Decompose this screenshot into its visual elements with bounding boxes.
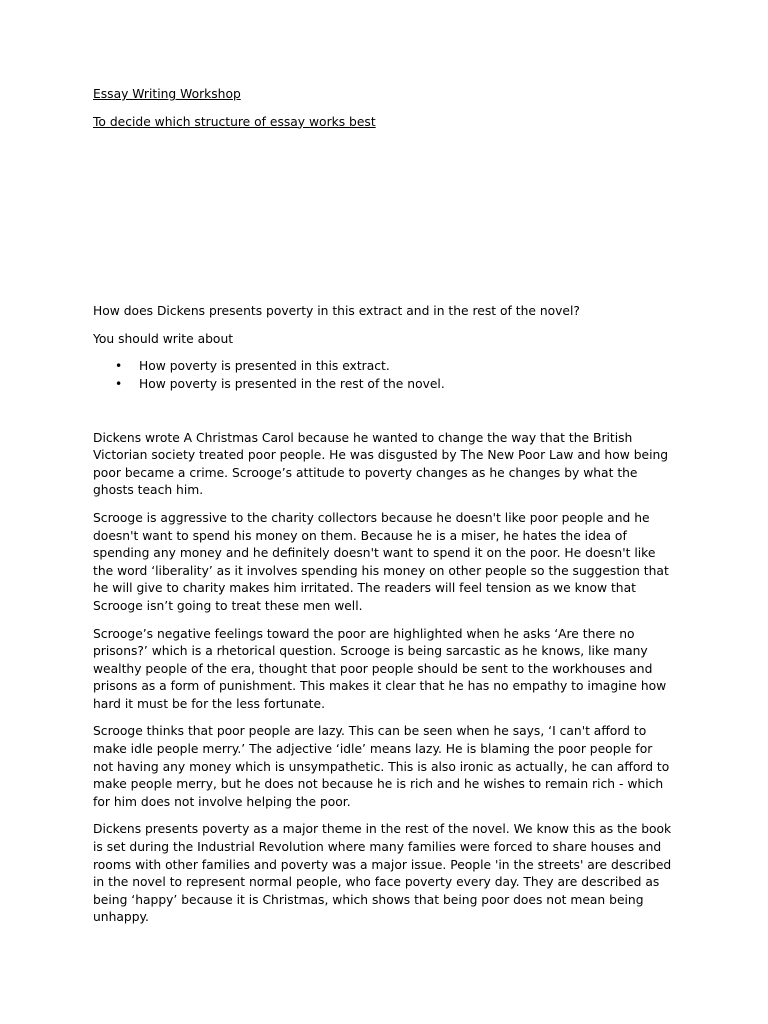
bullet-icon: • xyxy=(115,359,123,374)
task-text-1: How poverty is presented in this extract. xyxy=(139,359,390,374)
task-item-1 xyxy=(93,358,675,376)
blank-space xyxy=(93,131,675,303)
task-list xyxy=(93,358,675,393)
paragraph-gap xyxy=(93,394,675,430)
essay-question: How does Dickens presents poverty in this extract and in the rest of the novel? xyxy=(93,304,580,319)
bullet-icon: • xyxy=(115,376,123,391)
objective-line: To decide which structure of essay works best xyxy=(93,114,376,129)
essay-paragraph-1: Dickens wrote A Christmas Carol because he wanted to change the way that the British Victorian society treated poor people. He was disgusted by The New Poor Law and how being poor became a crime. Scrooge’s attitude to poverty changes as he changes by what the ghosts teach him. xyxy=(93,430,669,498)
essay-paragraph-5: Dickens presents poverty as a major theme in the rest of the novel. We know this as the book is set during the Industrial Revolution where many families were forced to share houses and rooms with other families and poverty was a major issue. People 'in the streets' are described in the novel to represent normal people, who face poverty every day. They are described as being ‘happy’ because it is Christmas, which shows that being poor does not mean being unhappy. xyxy=(93,822,672,925)
instruction-line: You should write about xyxy=(93,331,234,346)
workshop-heading: Essay Writing Workshop xyxy=(93,87,241,101)
essay-paragraph-4: Scrooge thinks that poor people are lazy. This can be seen when he says, ‘I can't afford to make idle people merry.’ The adjective ‘idle’ means lazy. He is blaming the poor people for not having any money which is unsympathetic. This is also ironic as actually, he can afford to make people merry, but he does not because he is rich and he wishes to remain rich - which for him does not involve helping the poor. xyxy=(93,724,670,809)
document-body xyxy=(93,86,675,937)
task-text-2: How poverty is presented in the rest of the novel. xyxy=(139,376,445,391)
task-item-2 xyxy=(93,376,675,394)
essay-paragraph-3: Scrooge’s negative feelings toward the poor are highlighted when he asks ‘Are there no prisons?’ which is a rhetorical question. Scrooge is being sarcastic as he knows, like many wealthy people of the era, thought that poor people should be sent to the workhouses and prisons as a form of punishment. This makes it clear that he has no empathy to imagine how hard it must be for the less fortunate. xyxy=(93,626,667,711)
essay-paragraph-2: Scrooge is aggressive to the charity collectors because he doesn't like poor people and he doesn't want to spend his money on them. Because he is a miser, he hates the idea of spending any money and he definitely doesn't want to spend it on the poor. He doesn't like the word ‘liberality’ as it involves spending his money on other people so the suggestion that he will give to charity makes him irritated. The readers will feel tension as we know that Scrooge isn’t going to treat these men well. xyxy=(93,510,669,613)
